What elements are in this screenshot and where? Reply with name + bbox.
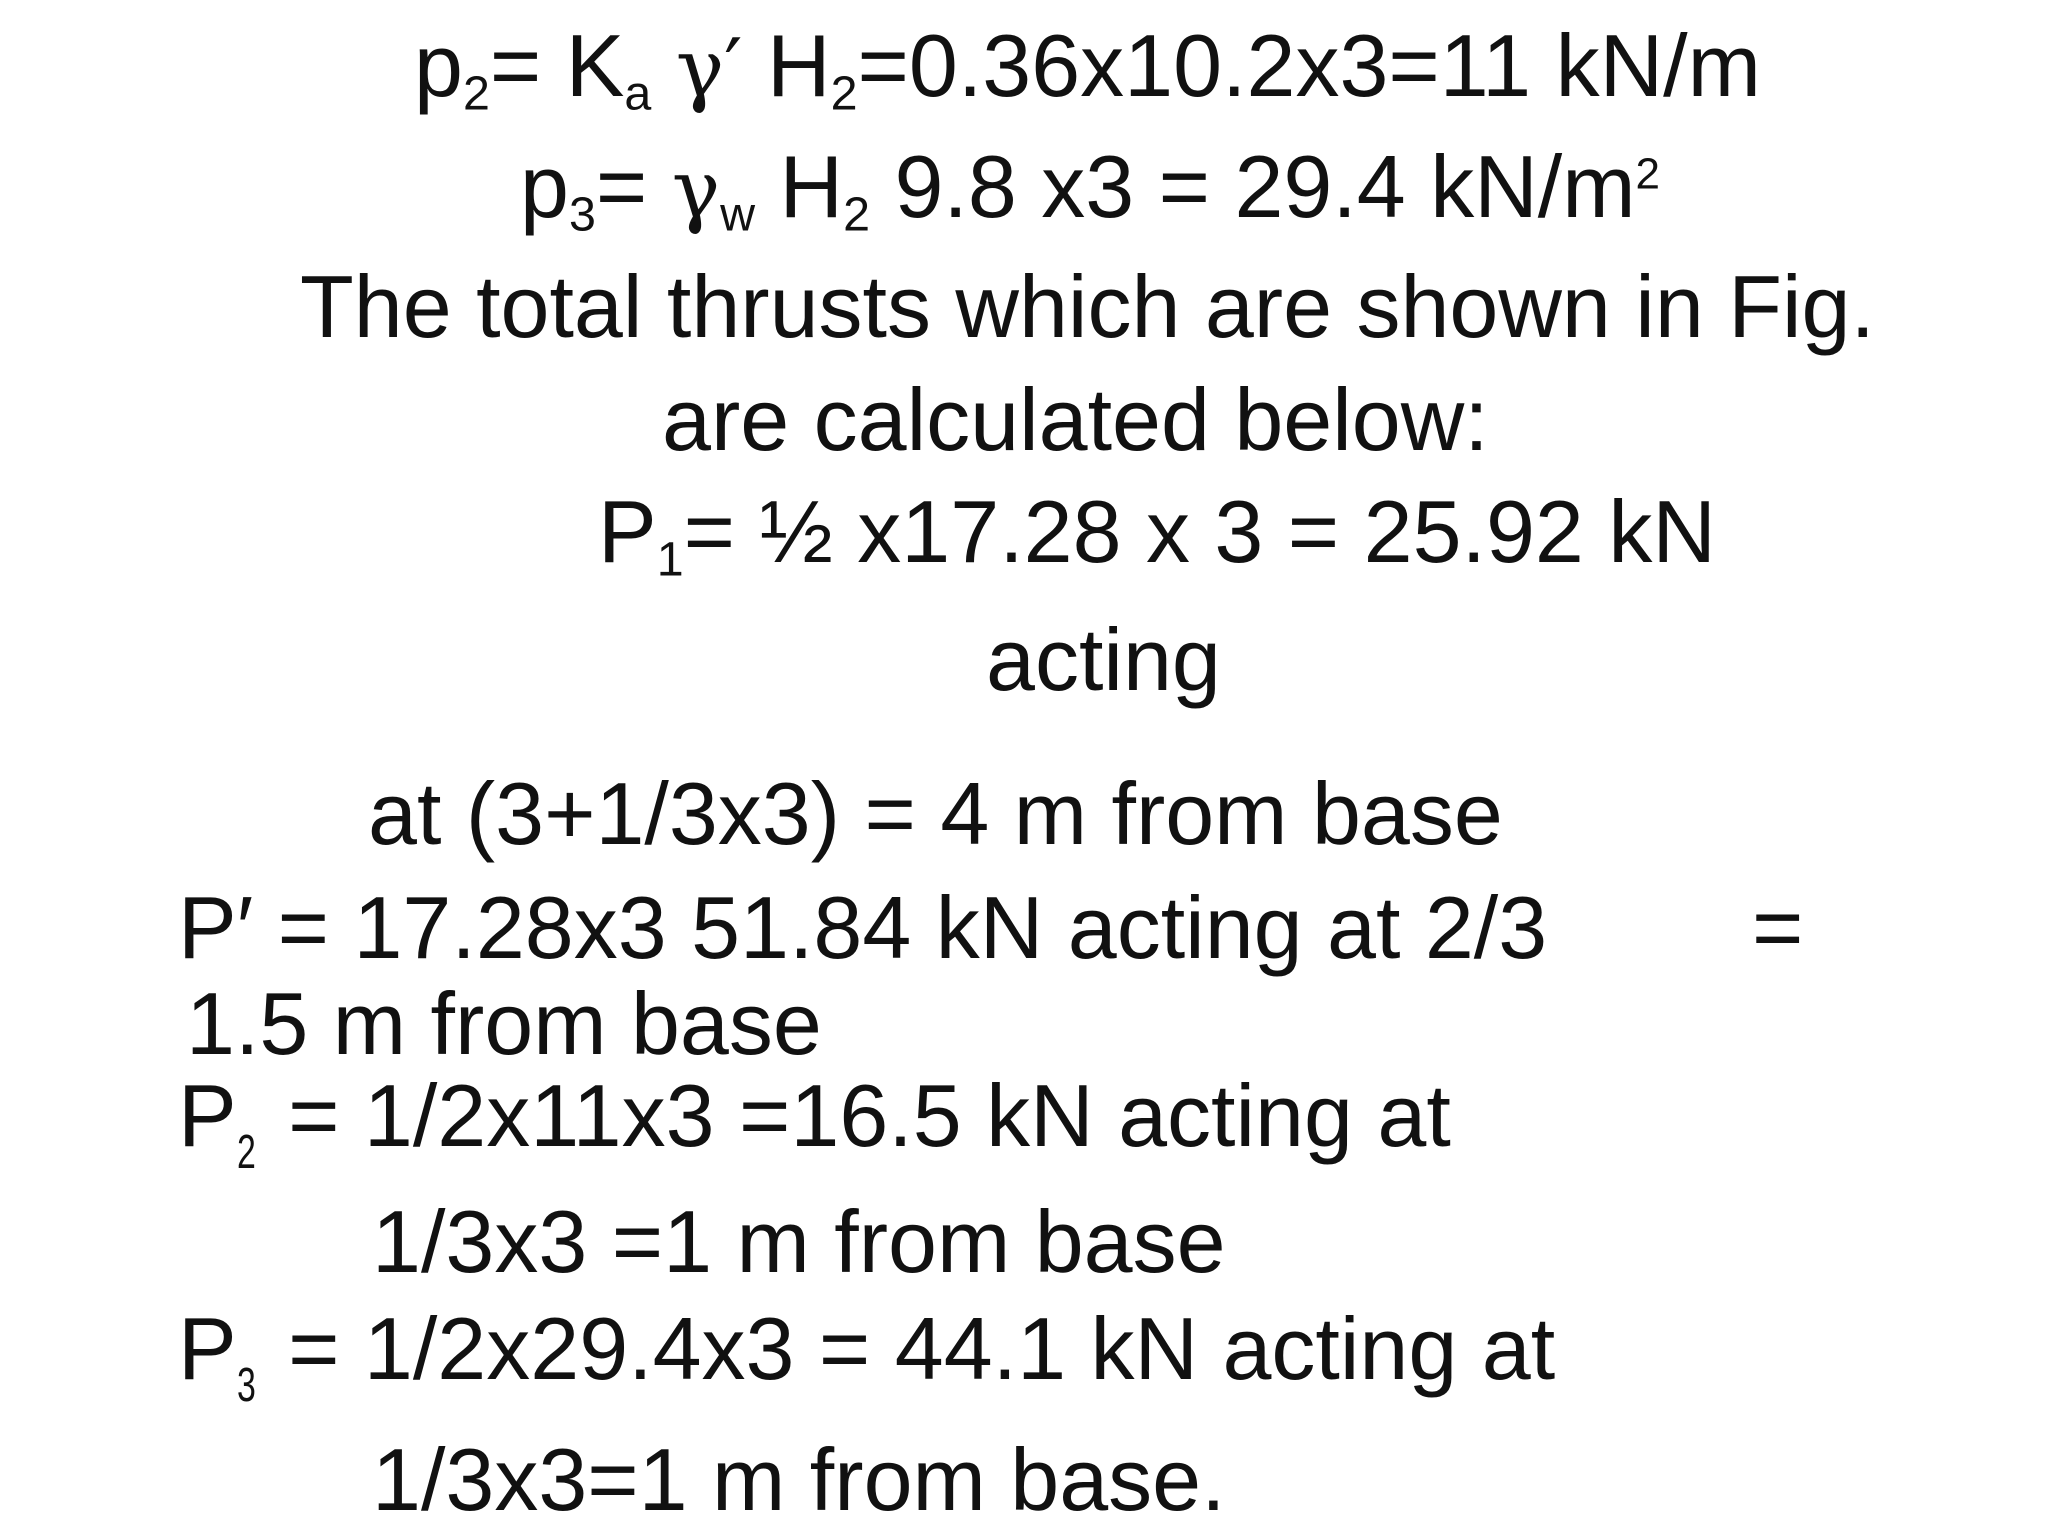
h2-subscript: 2 <box>830 66 858 121</box>
P1-symbol: P <box>598 482 657 581</box>
p2-subscript: 2 <box>462 66 490 121</box>
p2-value: =0.36x10.2x3=11 kN/m <box>857 16 1761 115</box>
p3-symbol: p <box>520 137 569 236</box>
gamma-w-symbol: γ <box>671 143 721 237</box>
P-prime-trailing-equals: = <box>1752 878 1804 977</box>
P1-value: = ½ x17.28 x 3 = 25.92 kN <box>683 482 1716 581</box>
h2-symbol: H <box>779 137 844 236</box>
P1-subscript: 1 <box>656 532 684 587</box>
acting-text: acting <box>986 610 1221 709</box>
unit-superscript: 2 <box>1635 149 1660 199</box>
P-prime-location-text: 1.5 m from base <box>186 974 822 1073</box>
equation-p3 <box>520 137 1660 242</box>
p3-value: 9.8 x3 = 29.4 kN/m <box>894 137 1636 236</box>
intro-text-line-1: The total thrusts which are shown in Fig. <box>300 257 1875 356</box>
P3-value: = 1/2x29.4x3 = 44.1 kN acting at <box>288 1299 1556 1398</box>
P2-location-text: 1/3x3 =1 m from base <box>372 1192 1226 1291</box>
h2-symbol: H <box>767 16 831 115</box>
equation-P3: P3 = 1/2x29.4x3 = 44.1 kN acting at <box>178 1299 1556 1412</box>
equation-P1 <box>598 482 1716 587</box>
gamma-prime-symbol: γ′ <box>675 22 743 116</box>
p2-equals-k: = K <box>489 16 625 115</box>
p3-equals: = <box>595 137 672 236</box>
intro-text-line-2: are calculated below: <box>662 370 1489 469</box>
p2-symbol: p <box>414 16 463 115</box>
gamma-w-subscript: w <box>720 187 756 242</box>
equation-P2: P2 = 1/2x11x3 =16.5 kN acting at <box>178 1066 1451 1179</box>
p3-subscript: 3 <box>568 187 596 242</box>
P1-location-text: at (3+1/3x3) = 4 m from base <box>368 764 1503 863</box>
equation-P-prime: P′ = 17.28x3 51.84 kN acting at 2/3 <box>178 878 1548 977</box>
P3-symbol: P <box>178 1299 237 1398</box>
ka-subscript: a <box>624 66 652 121</box>
h2-subscript: 2 <box>843 187 870 242</box>
P2-value: = 1/2x11x3 =16.5 kN acting at <box>288 1066 1451 1165</box>
P3-location-text: 1/3x3=1 m from base. <box>372 1430 1226 1529</box>
equation-p2 <box>414 16 1761 121</box>
P2-symbol: P <box>178 1066 237 1165</box>
